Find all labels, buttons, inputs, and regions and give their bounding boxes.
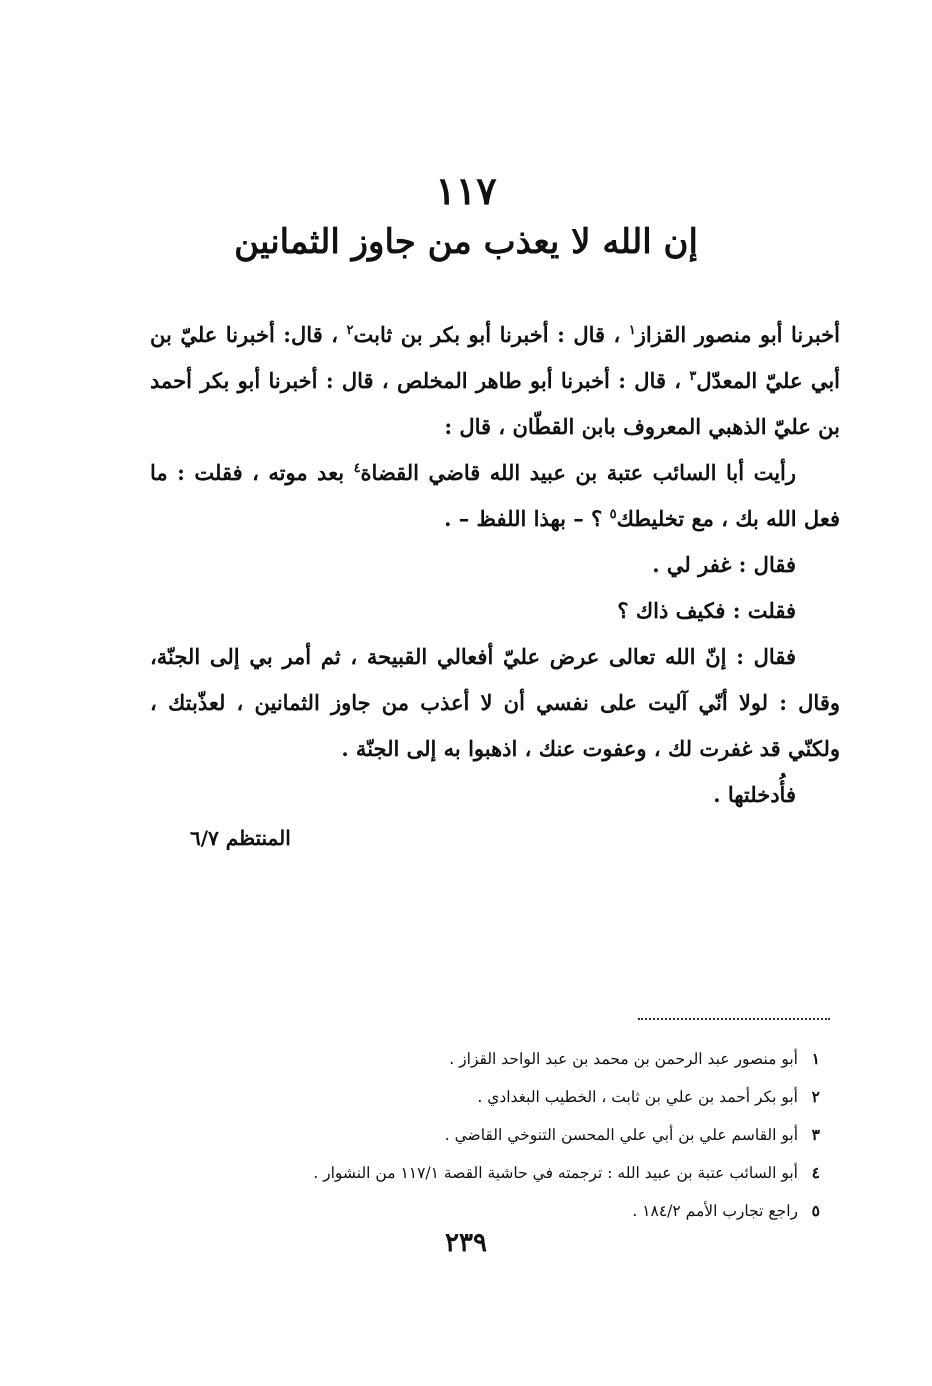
footnote: ٥راجع تجارب الأمم ١٨٤/٢ .	[632, 1201, 820, 1220]
paragraph-ending: فأُدخلتها .	[713, 782, 796, 807]
footnote-ref-1[interactable]: ١	[628, 323, 636, 338]
footnote: ٢أبو بكر أحمد بن علي بن ثابت ، الخطيب البغدادي .	[477, 1087, 820, 1106]
footnote: ٣أبو القاسم علي بن أبي علي المحسن التنوخي القاضي .	[444, 1125, 820, 1144]
paragraph-reply-1: فقال : غفر لي .	[652, 552, 796, 577]
story-number: ١١٧	[435, 168, 497, 213]
page-number: ٢٣٩	[445, 1228, 487, 1258]
footnote: ٤أبو السائب عتبة بن عبيد الله : ترجمته في حاشية القصة ١١٧/١ من النشوار .	[313, 1163, 820, 1182]
story-title: إن الله لا يعذب من جاوز الثمانين	[234, 222, 698, 262]
footnotes	[150, 1040, 820, 1230]
footnote-ref-5[interactable]: ٥	[609, 507, 617, 522]
footnote-ref-2[interactable]: ٢	[346, 323, 354, 338]
paragraph-question: فقلت : فكيف ذاك ؟	[617, 598, 796, 623]
paragraph-isnad: أخبرنا أبو منصور القزاز$^١$ ، قال : أخبرنا أبو بكر بن ثابت$^٢$ ، قال: أخبرنا عليّ بن أبي عليّ المعدّل$^٣$ ، قال : أخبرنا أبو طاهر المخلص ، قال : أخبرنا أبو بكر أحمد بن عليّ الذهبي المعروف بابن القطّان ، قال :	[150, 322, 841, 439]
footnote-separator	[638, 1018, 830, 1020]
paragraph-vision: رأيت أبا السائب عتبة بن عبيد الله قاضي القضاة$^٤$ بعد موته ، فقلت : ما فعل الله بك ، مع تخليطك$^٥$ ؟ – بهذا اللفظ – .	[150, 460, 840, 531]
paragraph-reply-2: فقال : إنّ الله تعالى عرض عليّ أفعالي القبيحة ، ثم أمر بي إلى الجنّة، وقال : لولا أنّي آليت على نفسي أن لا أعذب من جاوز الثمانين ، لعذّبتك ، ولكنّي قد غفرت لك ، وعفوت عنك ، اذهبوا به إلى الجنّة .	[150, 644, 840, 761]
footnote-ref-3[interactable]: ٣	[689, 369, 697, 384]
source-citation: المنتظم ٦/٧	[190, 826, 291, 850]
footnote: ١أبو منصور عبد الرحمن بن محمد بن عبد الواحد القزاز .	[449, 1049, 820, 1068]
footnote-ref-4[interactable]: ٤	[353, 461, 361, 476]
story-body	[150, 312, 840, 818]
